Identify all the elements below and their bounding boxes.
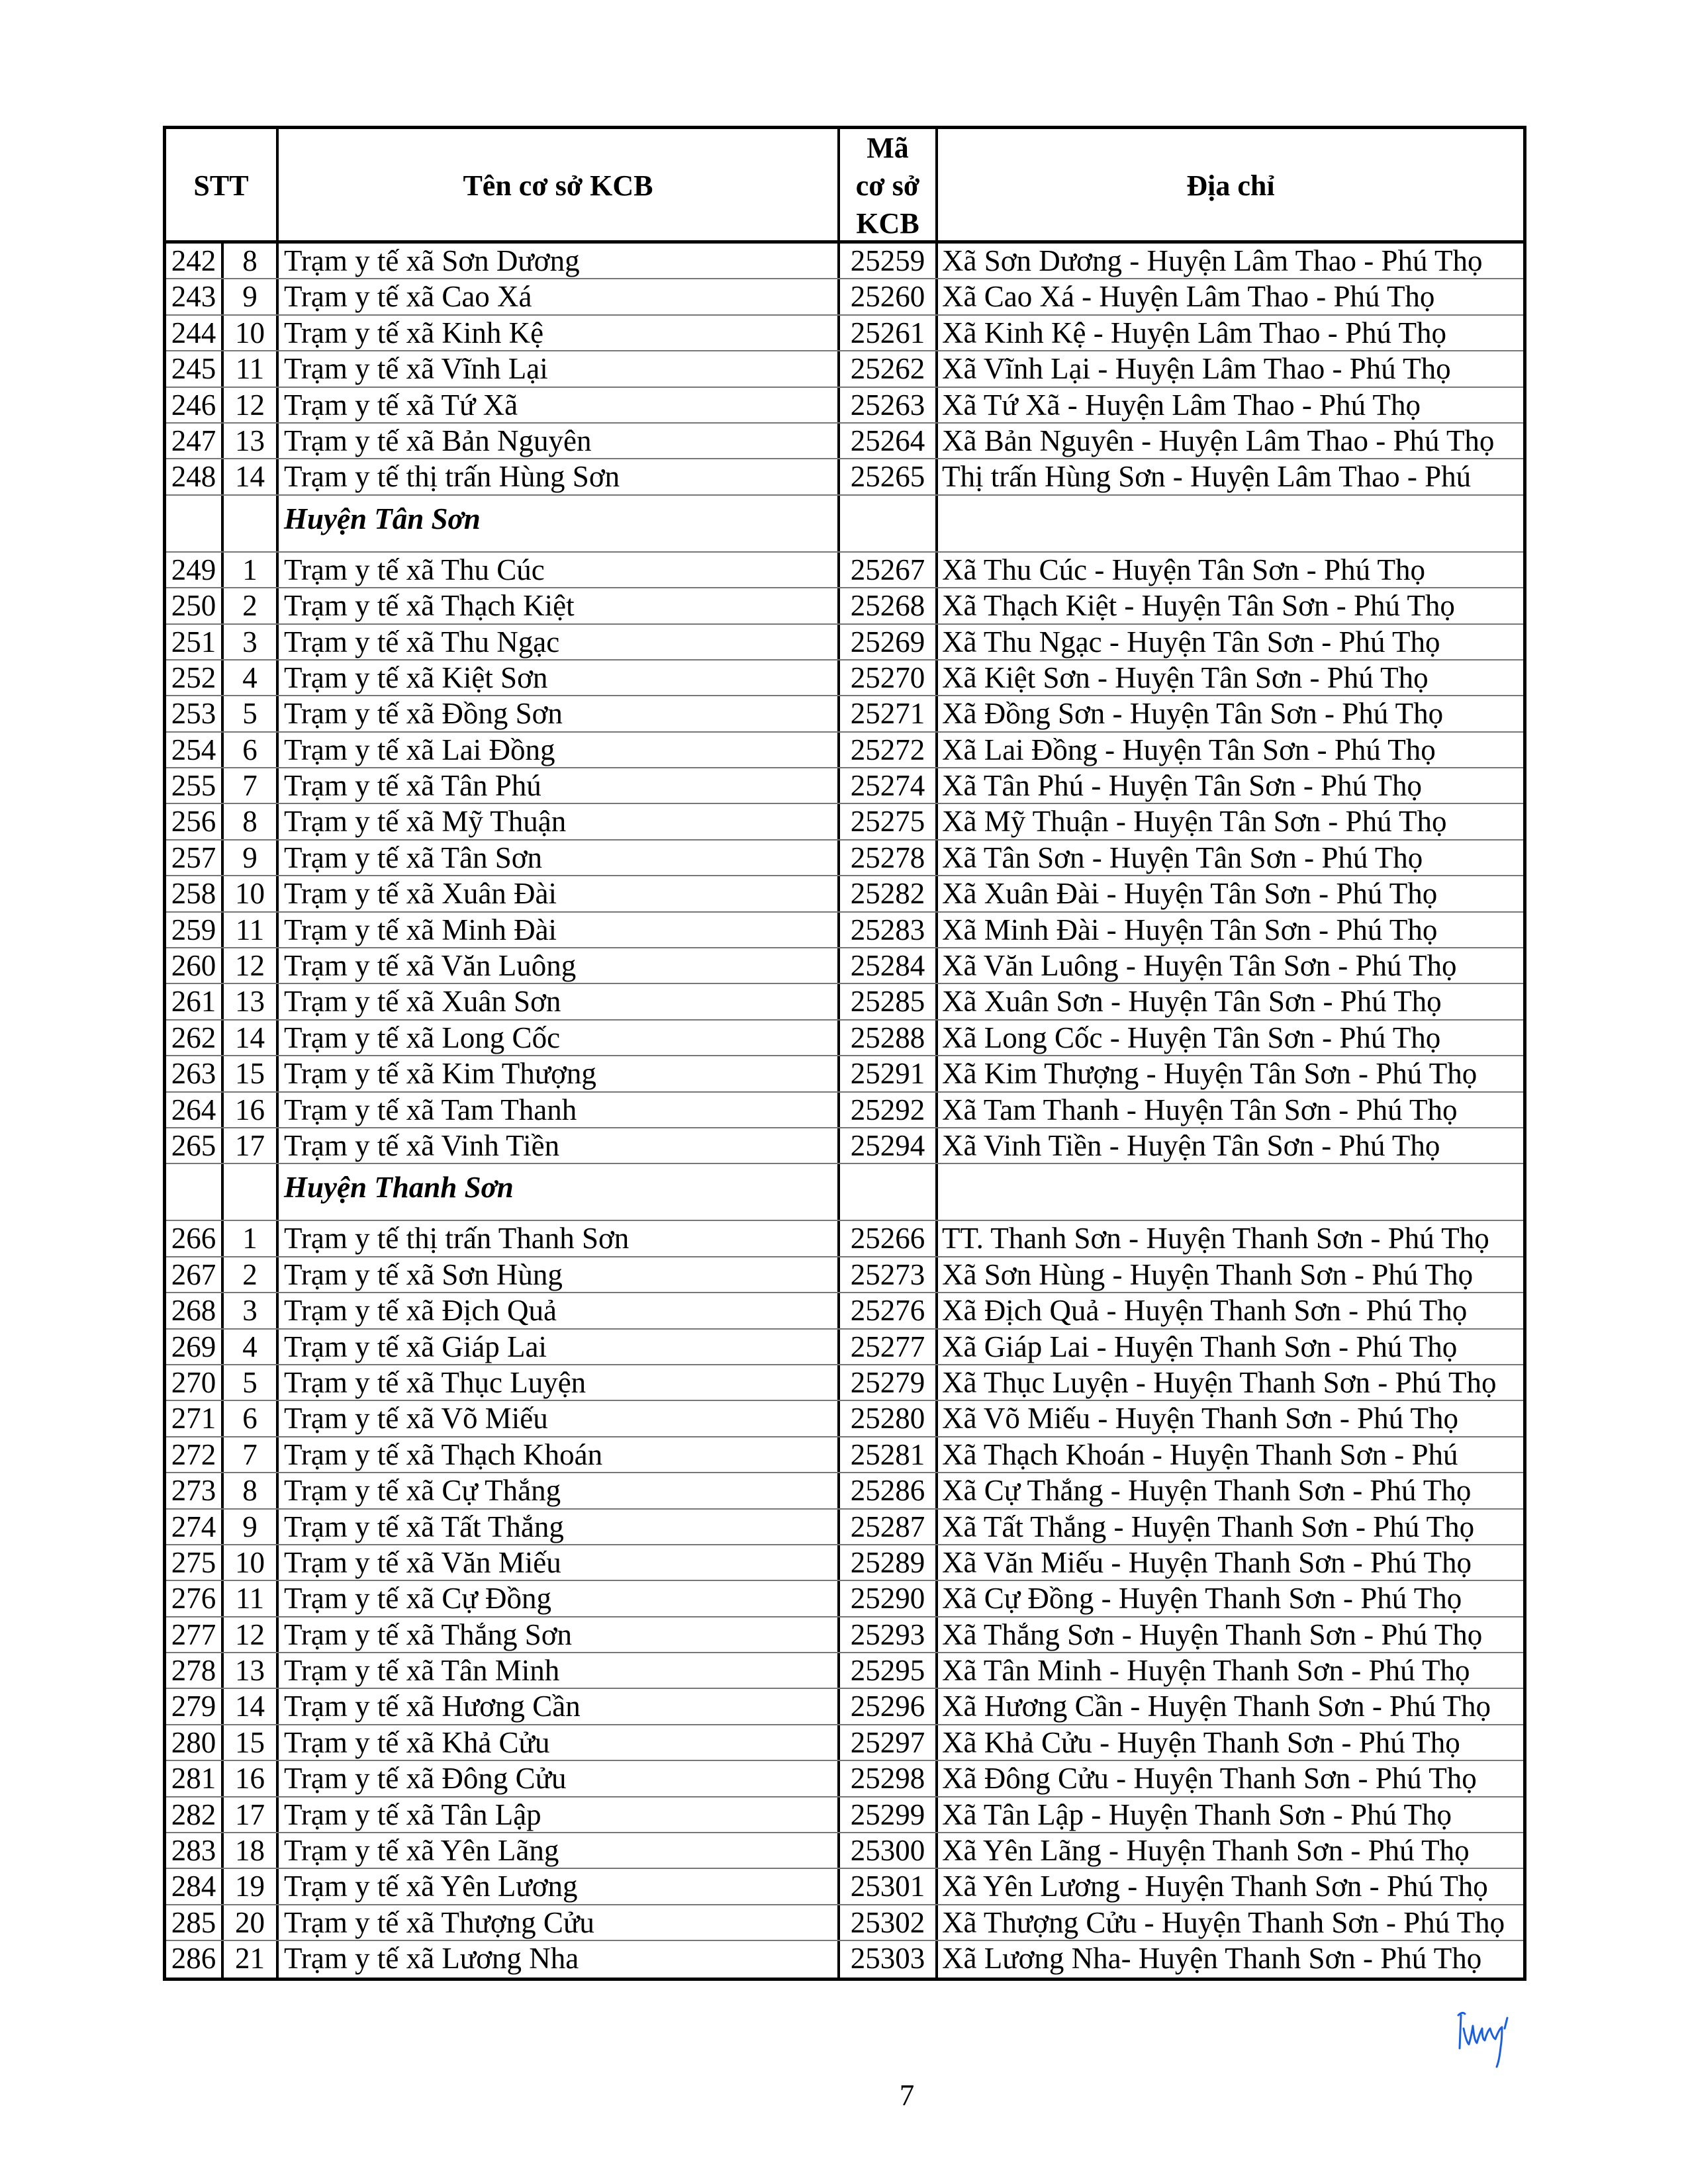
code-cell: 25275 (840, 804, 938, 839)
name-cell: Trạm y tế xã Yên Lãng (279, 1833, 840, 1868)
table-row (166, 1128, 1523, 1164)
code-cell: 25282 (840, 876, 938, 911)
header-name: Tên cơ sở KCB (279, 129, 840, 242)
table-row (166, 1761, 1523, 1797)
stt-cell: 274 (166, 1510, 224, 1544)
stt-cell: 281 (166, 1761, 224, 1796)
stt-cell: 273 (166, 1473, 224, 1508)
address-cell: Xã Tam Thanh - Huyện Tân Sơn - Phú Thọ (942, 1093, 1458, 1126)
name-cell: Trạm y tế xã Sơn Hùng (279, 1257, 840, 1292)
address-cell: Xã Tất Thắng - Huyện Thanh Sơn - Phú Thọ (942, 1510, 1475, 1543)
stt-cell: 282 (166, 1797, 224, 1832)
name-cell: Trạm y tế xã Giáp Lai (279, 1330, 840, 1364)
stt-cell: 284 (166, 1869, 224, 1903)
name-cell: Trạm y tế xã Kiệt Sơn (279, 660, 840, 695)
table-row (166, 1021, 1523, 1056)
address-cell (938, 496, 1523, 551)
name-cell: Trạm y tế xã Long Cốc (279, 1021, 840, 1055)
code-cell: 25295 (840, 1653, 938, 1688)
page-number: 7 (899, 2079, 915, 2112)
stt-cell (166, 496, 224, 551)
table-row (166, 1293, 1523, 1329)
sub-stt-cell: 7 (224, 768, 279, 803)
stt-cell: 243 (166, 279, 224, 314)
stt-cell: 271 (166, 1401, 224, 1435)
sub-stt-cell: 18 (224, 1833, 279, 1868)
sub-stt-cell: 4 (224, 1330, 279, 1364)
table-row (166, 1797, 1523, 1833)
table-row (166, 1510, 1523, 1545)
name-cell: Trạm y tế xã Tân Minh (279, 1653, 840, 1688)
code-cell: 25287 (840, 1510, 938, 1544)
section-title: Huyện Thanh Sơn (279, 1164, 840, 1220)
table-row (166, 1437, 1523, 1473)
code-cell: 25263 (840, 388, 938, 422)
code-cell: 25270 (840, 660, 938, 695)
sub-stt-cell: 7 (224, 1437, 279, 1472)
header-code: Mã cơ sở KCB (840, 129, 938, 242)
table-row (166, 316, 1523, 351)
table-row (166, 553, 1523, 588)
sub-stt-cell: 5 (224, 1365, 279, 1400)
name-cell: Trạm y tế xã Kim Thượng (279, 1056, 840, 1091)
name-cell: Trạm y tế xã Thạch Kiệt (279, 588, 840, 623)
stt-cell: 242 (166, 244, 224, 278)
name-cell: Trạm y tế xã Võ Miếu (279, 1401, 840, 1435)
code-cell: 25286 (840, 1473, 938, 1508)
address-cell: Xã Vinh Tiền - Huyện Tân Sơn - Phú Thọ (942, 1128, 1440, 1162)
table-row (166, 1330, 1523, 1365)
stt-cell: 263 (166, 1056, 224, 1091)
name-cell: Trạm y tế xã Tam Thanh (279, 1093, 840, 1127)
address-cell: Xã Tân Phú - Huyện Tân Sơn - Phú Thọ (942, 769, 1423, 803)
name-cell: Trạm y tế xã Thu Ngạc (279, 625, 840, 659)
name-cell: Trạm y tế xã Yên Lương (279, 1869, 840, 1903)
name-cell: Trạm y tế xã Văn Miếu (279, 1545, 840, 1580)
sub-stt-cell: 1 (224, 553, 279, 587)
code-cell: 25269 (840, 625, 938, 659)
stt-cell: 267 (166, 1257, 224, 1292)
address-cell: Xã Xuân Sơn - Huyện Tân Sơn - Phú Thọ (942, 985, 1442, 1019)
code-cell: 25283 (840, 913, 938, 947)
code-cell: 25268 (840, 588, 938, 623)
address-cell: Xã Kiệt Sơn - Huyện Tân Sơn - Phú Thọ (942, 660, 1429, 694)
header-stt: STT (166, 129, 279, 242)
sub-stt-cell: 4 (224, 660, 279, 695)
sub-stt-cell: 8 (224, 244, 279, 278)
name-cell: Trạm y tế xã Cự Đồng (279, 1581, 840, 1615)
stt-cell: 278 (166, 1653, 224, 1688)
address-cell: Xã Kinh Kệ - Huyện Lâm Thao - Phú Thọ (942, 316, 1446, 349)
address-cell: Xã Cự Đồng - Huyện Thanh Sơn - Phú Thọ (942, 1582, 1462, 1615)
name-cell: Trạm y tế xã Thu Cúc (279, 553, 840, 587)
name-cell: Trạm y tế thị trấn Hùng Sơn (279, 459, 840, 494)
table-row (166, 1581, 1523, 1617)
sub-stt-cell: 3 (224, 625, 279, 659)
code-cell: 25267 (840, 553, 938, 587)
name-cell: Trạm y tế xã Lai Đồng (279, 733, 840, 767)
sub-stt-cell: 11 (224, 351, 279, 386)
sub-stt-cell: 16 (224, 1761, 279, 1796)
code-cell: 25262 (840, 351, 938, 386)
table-row (166, 459, 1523, 495)
name-cell: Trạm y tế xã Tân Lập (279, 1797, 840, 1832)
sub-stt-cell: 10 (224, 876, 279, 911)
stt-cell: 256 (166, 804, 224, 839)
table-header (166, 129, 1523, 244)
stt-cell: 276 (166, 1581, 224, 1615)
table-row (166, 1689, 1523, 1725)
code-cell: 25294 (840, 1128, 938, 1163)
address-cell: Xã Thạch Khoán - Huyện Thanh Sơn - Phú (942, 1437, 1458, 1471)
stt-cell: 250 (166, 588, 224, 623)
address-cell: Xã Võ Miếu - Huyện Thanh Sơn - Phú Thọ (942, 1402, 1459, 1435)
code-cell: 25301 (840, 1869, 938, 1903)
stt-cell: 258 (166, 876, 224, 911)
table-row (166, 1056, 1523, 1092)
address-cell: Xã Hương Cần - Huyện Thanh Sơn - Phú Thọ (942, 1690, 1491, 1723)
table-row (166, 1401, 1523, 1437)
sub-stt-cell: 13 (224, 1653, 279, 1688)
table-row (166, 660, 1523, 696)
stt-cell: 270 (166, 1365, 224, 1400)
name-cell: Trạm y tế xã Xuân Đài (279, 876, 840, 911)
table-row (166, 424, 1523, 459)
address-cell: Xã Tân Sơn - Huyện Tân Sơn - Phú Thọ (942, 841, 1423, 874)
table-row (166, 876, 1523, 912)
stt-cell (166, 1164, 224, 1220)
stt-cell: 262 (166, 1021, 224, 1055)
sub-stt-cell: 11 (224, 1581, 279, 1615)
address-cell: Xã Sơn Hùng - Huyện Thanh Sơn - Phú Thọ (942, 1257, 1474, 1291)
name-cell: Trạm y tế xã Hương Cần (279, 1689, 840, 1723)
stt-cell: 266 (166, 1221, 224, 1255)
address-cell: Xã Kim Thượng - Huyện Tân Sơn - Phú Thọ (942, 1057, 1477, 1091)
sub-stt-cell: 11 (224, 913, 279, 947)
sub-stt-cell: 1 (224, 1221, 279, 1255)
name-cell: Trạm y tế xã Văn Luông (279, 948, 840, 983)
stt-cell: 272 (166, 1437, 224, 1472)
stt-cell: 268 (166, 1293, 224, 1328)
name-cell: Trạm y tế xã Đồng Sơn (279, 696, 840, 731)
sub-stt-cell (224, 496, 279, 551)
table-row (166, 768, 1523, 804)
name-cell: Trạm y tế xã Tất Thắng (279, 1510, 840, 1544)
stt-cell: 279 (166, 1689, 224, 1723)
code-cell: 25261 (840, 316, 938, 350)
name-cell: Trạm y tế xã Sơn Dương (279, 244, 840, 278)
stt-cell: 244 (166, 316, 224, 350)
stt-cell: 277 (166, 1617, 224, 1652)
sub-stt-cell: 3 (224, 1293, 279, 1328)
name-cell: Trạm y tế xã Đông Cửu (279, 1761, 840, 1796)
address-cell: Xã Mỹ Thuận - Huyện Tân Sơn - Phú Thọ (942, 805, 1447, 839)
table-row (166, 1833, 1523, 1869)
table-row (166, 733, 1523, 768)
code-cell: 25271 (840, 696, 938, 731)
address-cell: Xã Tứ Xã - Huyện Lâm Thao - Phú Thọ (942, 388, 1421, 422)
name-cell: Trạm y tế xã Thượng Cửu (279, 1905, 840, 1940)
code-cell: 25264 (840, 424, 938, 458)
sub-stt-cell: 8 (224, 804, 279, 839)
code-cell: 25302 (840, 1905, 938, 1940)
facility-table (163, 126, 1526, 1981)
name-cell: Trạm y tế xã Thạch Khoán (279, 1437, 840, 1472)
section-row (166, 1164, 1523, 1221)
address-cell: Xã Văn Luông - Huyện Tân Sơn - Phú Thọ (942, 949, 1457, 983)
address-cell: Xã Tân Lập - Huyện Thanh Sơn - Phú Thọ (942, 1797, 1452, 1831)
sub-stt-cell: 10 (224, 1545, 279, 1580)
sub-stt-cell: 17 (224, 1128, 279, 1163)
sub-stt-cell: 2 (224, 588, 279, 623)
table-row (166, 1093, 1523, 1128)
sub-stt-cell: 12 (224, 948, 279, 983)
table-row (166, 279, 1523, 315)
table-row (166, 351, 1523, 387)
table-row (166, 1257, 1523, 1293)
stt-cell: 248 (166, 459, 224, 494)
address-cell: Xã Thượng Cửu - Huyện Thanh Sơn - Phú Thọ (942, 1905, 1505, 1939)
code-cell: 25292 (840, 1093, 938, 1127)
code-cell: 25296 (840, 1689, 938, 1723)
address-cell: Xã Xuân Đài - Huyện Tân Sơn - Phú Thọ (942, 877, 1438, 911)
section-row (166, 496, 1523, 553)
stt-cell: 275 (166, 1545, 224, 1580)
code-cell (840, 496, 938, 551)
name-cell: Trạm y tế xã Thục Luyện (279, 1365, 840, 1400)
signature (1453, 2009, 1519, 2068)
header-address: Địa chỉ (1186, 169, 1275, 202)
address-cell: Xã Yên Lãng - Huyện Thanh Sơn - Phú Thọ (942, 1834, 1470, 1868)
table-row (166, 625, 1523, 660)
stt-cell: 264 (166, 1093, 224, 1127)
table-row (166, 984, 1523, 1020)
name-cell: Trạm y tế thị trấn Thanh Sơn (279, 1221, 840, 1255)
address-cell: Xã Thu Ngạc - Huyện Tân Sơn - Phú Thọ (942, 625, 1440, 659)
code-cell: 25279 (840, 1365, 938, 1400)
stt-cell: 280 (166, 1725, 224, 1760)
sub-stt-cell: 13 (224, 424, 279, 458)
stt-cell: 254 (166, 733, 224, 767)
stt-cell: 246 (166, 388, 224, 422)
code-cell: 25303 (840, 1941, 938, 1977)
table-row (166, 913, 1523, 948)
address-cell: Xã Thạch Kiệt - Huyện Tân Sơn - Phú Thọ (942, 589, 1455, 623)
address-cell: Xã Lương Nha- Huyện Thanh Sơn - Phú Thọ (942, 1942, 1482, 1976)
address-cell: Xã Thục Luyện - Huyện Thanh Sơn - Phú Thọ (942, 1365, 1497, 1399)
name-cell: Trạm y tế xã Tân Sơn (279, 841, 840, 875)
sub-stt-cell: 15 (224, 1056, 279, 1091)
sub-stt-cell: 2 (224, 1257, 279, 1292)
name-cell: Trạm y tế xã Thắng Sơn (279, 1617, 840, 1652)
sub-stt-cell: 15 (224, 1725, 279, 1760)
address-cell: Xã Bản Nguyên - Huyện Lâm Thao - Phú Thọ (942, 424, 1495, 457)
name-cell: Trạm y tế xã Khả Cửu (279, 1725, 840, 1760)
table-row (166, 1653, 1523, 1689)
table-row (166, 696, 1523, 732)
code-cell: 25299 (840, 1797, 938, 1832)
table-row (166, 1545, 1523, 1581)
sub-stt-cell: 10 (224, 316, 279, 350)
code-cell: 25297 (840, 1725, 938, 1760)
stt-cell: 259 (166, 913, 224, 947)
code-cell: 25277 (840, 1330, 938, 1364)
table-row (166, 1905, 1523, 1941)
sub-stt-cell: 14 (224, 1689, 279, 1723)
table-row (166, 1221, 1523, 1257)
sub-stt-cell: 17 (224, 1797, 279, 1832)
address-cell: Xã Thu Cúc - Huyện Tân Sơn - Phú Thọ (942, 553, 1425, 586)
name-cell: Trạm y tế xã Bản Nguyên (279, 424, 840, 458)
stt-cell: 269 (166, 1330, 224, 1364)
table-row (166, 804, 1523, 840)
stt-cell: 285 (166, 1905, 224, 1940)
stt-cell: 261 (166, 984, 224, 1019)
name-cell: Trạm y tế xã Xuân Sơn (279, 984, 840, 1019)
sub-stt-cell: 13 (224, 984, 279, 1019)
address-cell: Xã Yên Lương - Huyện Thanh Sơn - Phú Thọ (942, 1870, 1488, 1903)
address-cell: Xã Cao Xá - Huyện Lâm Thao - Phú Thọ (942, 280, 1435, 314)
name-cell: Trạm y tế xã Minh Đài (279, 913, 840, 947)
table-row (166, 588, 1523, 624)
stt-cell: 251 (166, 625, 224, 659)
stt-cell: 286 (166, 1941, 224, 1977)
sub-stt-cell: 14 (224, 1021, 279, 1055)
sub-stt-cell: 12 (224, 388, 279, 422)
code-cell: 25274 (840, 768, 938, 803)
table-row (166, 1365, 1523, 1401)
address-cell: Xã Vĩnh Lại - Huyện Lâm Thao - Phú Thọ (942, 352, 1451, 386)
code-cell: 25273 (840, 1257, 938, 1292)
stt-cell: 252 (166, 660, 224, 695)
name-cell: Trạm y tế xã Cao Xá (279, 279, 840, 314)
name-cell: Trạm y tế xã Lương Nha (279, 1941, 840, 1977)
code-cell: 25260 (840, 279, 938, 314)
code-cell: 25280 (840, 1401, 938, 1435)
table-row (166, 1473, 1523, 1509)
code-cell: 25285 (840, 984, 938, 1019)
name-cell: Trạm y tế xã Kinh Kệ (279, 316, 840, 350)
address-cell: Xã Khả Cửu - Huyện Thanh Sơn - Phú Thọ (942, 1725, 1460, 1759)
name-cell: Trạm y tế xã Địch Quả (279, 1293, 840, 1328)
name-cell: Trạm y tế xã Vĩnh Lại (279, 351, 840, 386)
sub-stt-cell: 6 (224, 733, 279, 767)
code-cell: 25290 (840, 1581, 938, 1615)
address-cell: Xã Lai Đồng - Huyện Tân Sơn - Phú Thọ (942, 733, 1436, 766)
table-row (166, 948, 1523, 984)
name-cell: Trạm y tế xã Tân Phú (279, 768, 840, 803)
name-cell: Trạm y tế xã Cự Thắng (279, 1473, 840, 1508)
code-cell: 25278 (840, 841, 938, 875)
section-title: Huyện Tân Sơn (279, 496, 840, 551)
code-cell: 25259 (840, 244, 938, 278)
address-cell (938, 1164, 1523, 1220)
address-cell: Xã Văn Miếu - Huyện Thanh Sơn - Phú Thọ (942, 1545, 1472, 1579)
sub-stt-cell (224, 1164, 279, 1220)
sub-stt-cell: 20 (224, 1905, 279, 1940)
address-cell: Xã Thắng Sơn - Huyện Thanh Sơn - Phú Thọ (942, 1617, 1483, 1651)
stt-cell: 247 (166, 424, 224, 458)
sub-stt-cell: 9 (224, 841, 279, 875)
address-cell: Xã Địch Quả - Huyện Thanh Sơn - Phú Thọ (942, 1294, 1468, 1328)
sub-stt-cell: 6 (224, 1401, 279, 1435)
code-cell: 25291 (840, 1056, 938, 1091)
sub-stt-cell: 21 (224, 1941, 279, 1977)
name-cell: Trạm y tế xã Vinh Tiền (279, 1128, 840, 1163)
sub-stt-cell: 14 (224, 459, 279, 494)
code-cell: 25272 (840, 733, 938, 767)
address-cell: Xã Giáp Lai - Huyện Thanh Sơn - Phú Thọ (942, 1330, 1458, 1363)
table-row (166, 1617, 1523, 1653)
code-cell: 25289 (840, 1545, 938, 1580)
code-cell: 25265 (840, 459, 938, 494)
sub-stt-cell: 12 (224, 1617, 279, 1652)
code-cell: 25281 (840, 1437, 938, 1472)
name-cell: Trạm y tế xã Mỹ Thuận (279, 804, 840, 839)
code-cell: 25276 (840, 1293, 938, 1328)
table-row (166, 1725, 1523, 1761)
table-row (166, 388, 1523, 424)
table-row (166, 1869, 1523, 1905)
address-cell: Xã Long Cốc - Huyện Tân Sơn - Phú Thọ (942, 1021, 1441, 1054)
code-cell (840, 1164, 938, 1220)
code-cell: 25298 (840, 1761, 938, 1796)
sub-stt-cell: 16 (224, 1093, 279, 1127)
stt-cell: 257 (166, 841, 224, 875)
code-cell: 25293 (840, 1617, 938, 1652)
address-cell: Xã Minh Đài - Huyện Tân Sơn - Phú Thọ (942, 913, 1438, 946)
address-cell: TT. Thanh Sơn - Huyện Thanh Sơn - Phú Thọ (942, 1222, 1489, 1255)
sub-stt-cell: 19 (224, 1869, 279, 1903)
address-cell: Thị trấn Hùng Sơn - Huyện Lâm Thao - Phú (942, 460, 1472, 494)
code-cell: 25266 (840, 1221, 938, 1255)
table-body (166, 244, 1523, 1978)
sub-stt-cell: 8 (224, 1473, 279, 1508)
stt-cell: 260 (166, 948, 224, 983)
name-cell: Trạm y tế xã Tứ Xã (279, 388, 840, 422)
table-row (166, 841, 1523, 876)
table-row (166, 1941, 1523, 1977)
code-cell: 25300 (840, 1833, 938, 1868)
stt-cell: 283 (166, 1833, 224, 1868)
address-cell: Xã Đông Cửu - Huyện Thanh Sơn - Phú Thọ (942, 1762, 1477, 1796)
address-cell: Xã Tân Minh - Huyện Thanh Sơn - Phú Thọ (942, 1654, 1470, 1688)
stt-cell: 245 (166, 351, 224, 386)
address-cell: Xã Sơn Dương - Huyện Lâm Thao - Phú Thọ (942, 244, 1483, 277)
code-cell: 25284 (840, 948, 938, 983)
table-row (166, 244, 1523, 279)
sub-stt-cell: 5 (224, 696, 279, 731)
address-cell: Xã Đồng Sơn - Huyện Tân Sơn - Phú Thọ (942, 697, 1444, 731)
address-cell: Xã Cự Thắng - Huyện Thanh Sơn - Phú Thọ (942, 1474, 1472, 1508)
stt-cell: 249 (166, 553, 224, 587)
sub-stt-cell: 9 (224, 279, 279, 314)
stt-cell: 265 (166, 1128, 224, 1163)
sub-stt-cell: 9 (224, 1510, 279, 1544)
stt-cell: 255 (166, 768, 224, 803)
code-cell: 25288 (840, 1021, 938, 1055)
stt-cell: 253 (166, 696, 224, 731)
